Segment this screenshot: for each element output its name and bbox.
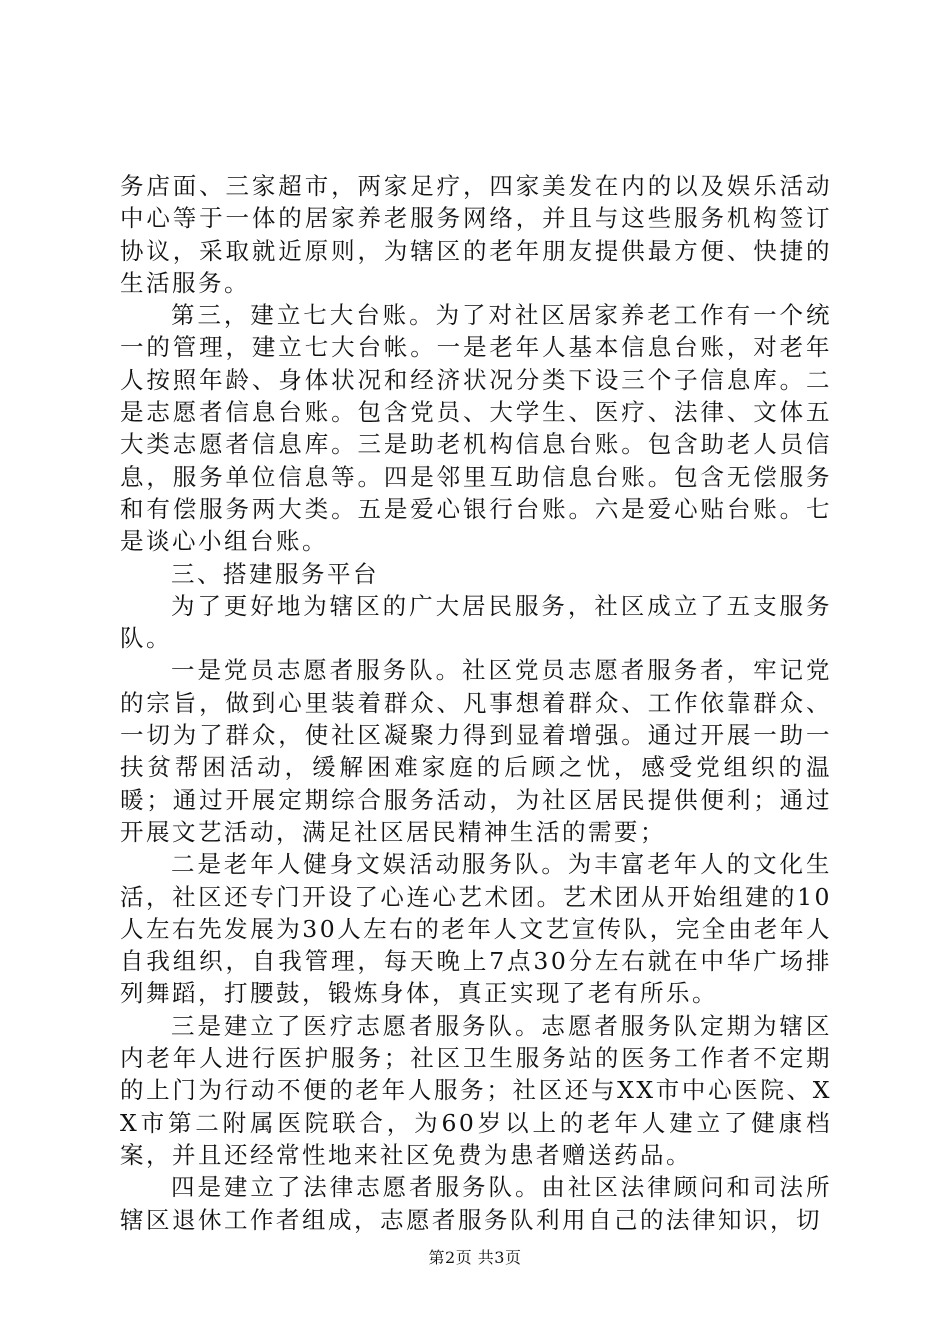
page-footer: 第2页 共3页 [428,1248,522,1267]
paragraph-7: 四是建立了法律志愿者服务队。由社区法律顾问和司法所辖区退休工作者组成，志愿者服务队利用自己的法律知识，切 [120,1173,832,1234]
paragraph-5: 二是老年人健身文娱活动服务队。为丰富老年人的文化生活，社区还专门开设了心连心艺术团。艺术团从开始组建的10人左右先发展为30人左右的老年人文艺宣传队，完全由老年人自我组织，自我管理，每天晚上7点30分左右就在中华广场排列舞蹈，打腰鼓，锻炼身体，真正实现了老有所乐。 [120,850,832,1008]
document-body [120,170,832,1236]
paragraph-1: 务店面、三家超市，两家足疗，四家美发在内的以及娱乐活动中心等于一体的居家养老服务网络，并且与这些服务机构签订协议，采取就近原则，为辖区的老年朋友提供最方便、快捷的生活服务。 [120,172,832,297]
section-heading: 三、搭建服务平台 [171,559,379,588]
paragraph-2: 第三，建立七大台账。为了对社区居家养老工作有一个统一的管理，建立七大台帐。一是老年人基本信息台账，对老年人按照年龄、身体状况和经济状况分类下设三个子信息库。二是志愿者信息台账。包含党员、大学生、医疗、法律、文体五大类志愿者信息库。三是助老机构信息台账。包含助老人员信息，服务单位信息等。四是邻里互助信息台账。包含无偿服务和有偿服务两大类。五是爱心银行台账。六是爱心贴台账。七是谈心小组台账。 [120,301,832,556]
paragraph-3: 为了更好地为辖区的广大居民服务，社区成立了五支服务队。 [120,591,832,653]
paragraph-4: 一是党员志愿者服务队。社区党员志愿者服务者，牢记党的宗旨，做到心里装着群众、凡事想着群众、工作依靠群众、一切为了群众，使社区凝聚力得到显着增强。通过开展一助一扶贫帮困活动，缓解困难家庭的后顾之忧，感受党组织的温暖；通过开展定期综合服务活动，为社区居民提供便利；通过开展文艺活动，满足社区居民精神生活的需要； [120,656,832,846]
paragraph-6: 三是建立了医疗志愿者服务队。志愿者服务队定期为辖区内老年人进行医护服务；社区卫生服务站的医务工作者不定期的上门为行动不便的老年人服务；社区还与XX市中心医院、XX市第二附属医院联合，为60岁以上的老年人建立了健康档案，并且还经常性地来社区免费为患者赠送药品。 [120,1011,832,1169]
